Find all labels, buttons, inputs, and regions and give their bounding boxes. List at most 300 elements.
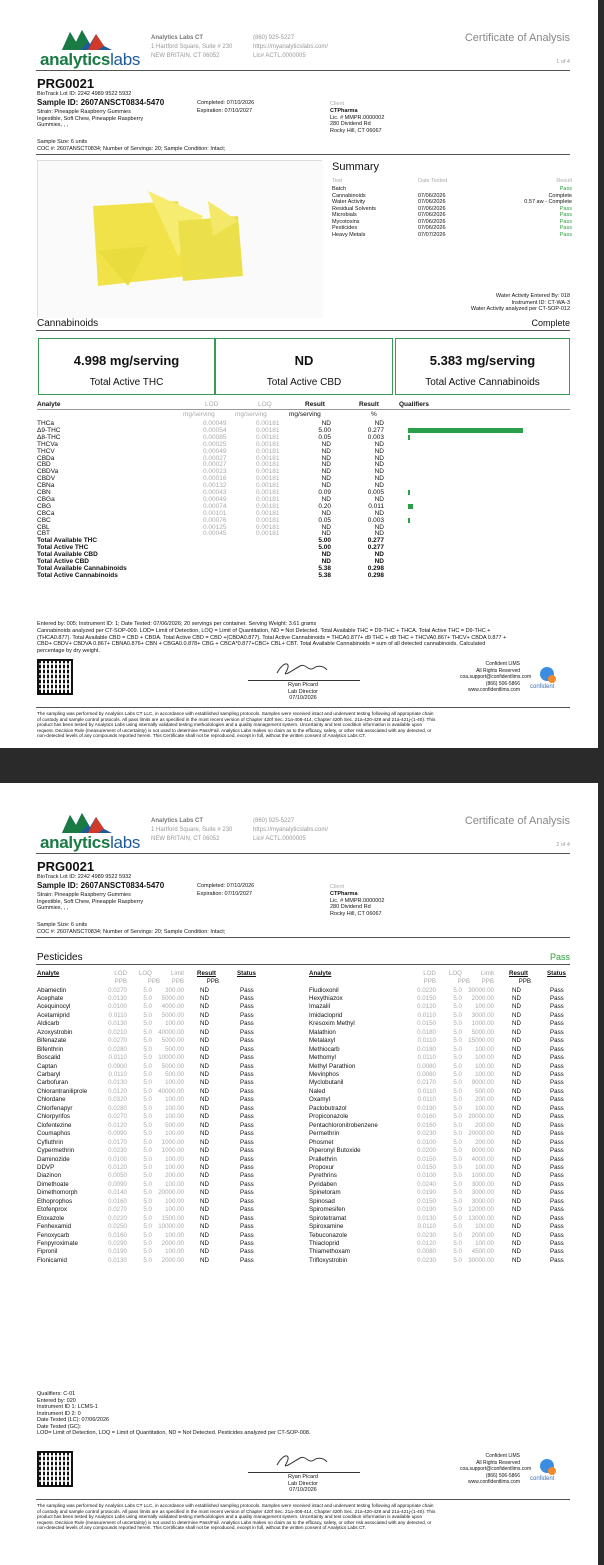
loq-value: 0.00181 <box>256 516 280 524</box>
lab-website[interactable]: https://myanalyticslabs.com/ <box>253 827 329 833</box>
pesticide-status: Pass <box>550 1197 564 1205</box>
pesticide-limit: 30000.00 <box>468 986 494 994</box>
pesticide-result: ND <box>200 1079 209 1087</box>
total-active-cbd-value: ND <box>294 353 314 368</box>
col-loq: LOQ <box>258 401 272 408</box>
pesticide-limit: 500.00 <box>475 1087 494 1095</box>
pesticide-result: ND <box>200 1147 209 1155</box>
pesticide-lod: 0.0280 <box>108 1104 127 1112</box>
pesticide-analyte: Acetamiprid <box>37 1011 70 1019</box>
logo-word-analytics: analytics <box>40 833 111 852</box>
pesticide-analyte: Pentachloronitrobenzene <box>309 1121 378 1129</box>
total-name: Total Available Cannabinoids <box>37 564 127 572</box>
loq-value: 0.00181 <box>256 523 280 531</box>
pesticide-loq: 5.0 <box>453 1180 462 1188</box>
total-active-cbd-label: Total Active CBD <box>266 377 342 388</box>
result-pct-value: 0.003 <box>367 433 384 441</box>
pesticide-limit: 100.00 <box>165 1079 184 1087</box>
pesticide-analyte: Carbaryl <box>37 1071 61 1078</box>
pesticide-result: ND <box>512 1028 521 1036</box>
pesticide-result: ND <box>512 1011 521 1019</box>
pesticide-result: ND <box>200 1028 209 1036</box>
pesticide-lod: 0.0120 <box>108 1163 127 1171</box>
pesticide-loq: 5.0 <box>143 1011 152 1019</box>
pesticide-loq: 5.0 <box>143 1062 152 1070</box>
pesticide-analyte: Propiconazole <box>309 1113 349 1121</box>
pesticide-status: Pass <box>550 1045 564 1053</box>
result-pct-value: 0.005 <box>367 489 384 496</box>
client-license: Lic. # MMPR.0000002 <box>330 114 385 121</box>
pesticide-analyte: Mevinphos <box>309 1071 339 1078</box>
pesticide-loq: 5.0 <box>453 1121 462 1129</box>
wa-method: Water Activity analyzed per CT-SOP-012 <box>470 306 570 312</box>
pesticide-lod: 0.0120 <box>108 1087 127 1095</box>
pesticide-status: Pass <box>240 1054 254 1062</box>
pesticide-result: ND <box>512 1138 521 1146</box>
result-pct-value: ND <box>374 509 384 517</box>
pesticide-lod: 0.0110 <box>417 1087 436 1095</box>
pesticide-lod: 0.0110 <box>417 1096 436 1104</box>
pesticide-analyte: Clofentezine <box>37 1121 72 1129</box>
pesticide-lod: 0.0080 <box>417 1071 436 1078</box>
pesticide-status: Pass <box>550 1248 564 1256</box>
signature-date: 07/10/2026 <box>289 1487 317 1493</box>
pesticide-loq: 5.0 <box>143 1020 152 1028</box>
pesticide-loq: 5.0 <box>143 986 152 994</box>
divider <box>36 964 570 965</box>
confident-logo <box>530 667 568 697</box>
client-name: CTPharma <box>330 108 358 114</box>
pesticide-status: Pass <box>240 1079 254 1087</box>
result-mg-value: ND <box>321 523 331 531</box>
pesticide-lod: 0.0190 <box>417 1189 436 1197</box>
unit-lod: mg/serving <box>183 411 215 418</box>
pesticide-result: ND <box>512 1104 521 1112</box>
total-name: Total Active Cannabinoids <box>37 571 118 579</box>
pesticide-note: Instrument ID 1: LCMS-1 <box>37 1404 98 1410</box>
pesticide-loq: 5.0 <box>453 1011 462 1019</box>
pesticide-limit: 5000.00 <box>471 1028 494 1036</box>
pesticide-analyte: DDVP <box>37 1163 55 1171</box>
total-name: Total Available THC <box>37 537 98 545</box>
pesticide-status: Pass <box>240 1121 254 1129</box>
sample-size: Sample Size: 6 units <box>37 139 88 145</box>
summary-test: Pesticides <box>332 225 358 231</box>
pesticide-loq: 5.0 <box>143 1003 152 1011</box>
pesticide-lod: 0.0110 <box>417 1037 436 1045</box>
pesticide-loq: 5.0 <box>143 1045 152 1053</box>
pesticide-analyte: Chlorfenapyr <box>37 1104 73 1112</box>
pesticide-note: Instrument ID 2: 0 <box>37 1410 81 1417</box>
pesticide-loq: 5.0 <box>453 1206 462 1214</box>
pesticide-result: ND <box>512 1087 521 1095</box>
pesticide-result: ND <box>200 994 209 1002</box>
summary-date: 07/06/2026 <box>418 218 446 225</box>
pesticide-loq: 5.0 <box>453 1079 462 1087</box>
pesticide-loq: 5.0 <box>453 1071 462 1078</box>
pesticide-status: Pass <box>240 1214 254 1222</box>
loq-value: 0.00181 <box>256 468 280 476</box>
total-active-thc-value: 4.998 mg/serving <box>73 353 180 368</box>
pesticide-result: ND <box>512 1197 521 1205</box>
pesticide-limit: 1000.00 <box>471 1020 494 1028</box>
pesticide-status: Pass <box>550 1231 564 1239</box>
divider <box>36 330 570 331</box>
summary-result: Pass <box>559 231 572 238</box>
pesticide-loq: 5.0 <box>143 1223 152 1231</box>
pesticide-result: ND <box>512 1130 521 1138</box>
pesticide-limit: 100.00 <box>475 1223 494 1231</box>
lab-address <box>151 817 232 844</box>
pesticide-status: Pass <box>550 1028 564 1036</box>
pesticide-analyte: Imazalil <box>309 1003 330 1011</box>
pesticide-unit: PPB <box>147 978 160 985</box>
loq-value: 0.00181 <box>256 420 280 427</box>
pesticide-limit: 200.00 <box>165 1172 184 1180</box>
summary-date: 07/06/2026 <box>418 199 446 205</box>
pesticide-loq: 5.0 <box>143 1028 152 1036</box>
total-pct-value: ND <box>374 558 384 565</box>
sample-type: Ingestible, Soft Chew, Pineapple Raspberry <box>37 115 144 122</box>
client-address2: Rocky Hill, CT 06067 <box>330 127 382 134</box>
pesticide-loq: 5.0 <box>453 1037 462 1045</box>
wa-entered-by: Water Activity Entered By: 018 <box>495 293 570 299</box>
pesticide-loq: 5.0 <box>143 1113 152 1121</box>
pesticide-analyte: Spiromesifen <box>309 1206 346 1214</box>
lab-website[interactable]: https://myanalyticslabs.com/ <box>253 44 329 50</box>
pesticide-unit: PPB <box>481 978 494 985</box>
pesticide-lod: 0.0050 <box>108 1172 127 1180</box>
pesticide-result: ND <box>200 1256 209 1264</box>
cannabinoids-title: Cannabinoids <box>37 318 99 329</box>
pesticide-result: ND <box>512 1121 521 1129</box>
pesticide-result: ND <box>200 1223 209 1231</box>
pesticide-lod: 0.0110 <box>417 1054 436 1062</box>
pesticide-analyte: Tebuconazole <box>309 1231 348 1239</box>
pesticide-status: Pass <box>550 1180 564 1188</box>
pesticide-result: ND <box>200 1121 209 1129</box>
pesticide-status: Pass <box>550 994 564 1002</box>
confident-website[interactable]: www.confidentlims.com <box>468 687 520 693</box>
cannabinoid-note-2: Cannabinoids analyzed per CT-SOP-009. LOD= Limit of Detection, LOQ = Limit of Quantitation, ND = Not Detected. Total Available THC = D9-THC + THCA. Total Active THC = D9-THC + <box>37 628 491 634</box>
confident-phone: (866) 506-5866 <box>485 1472 520 1479</box>
disclaimer <box>37 711 565 739</box>
pesticide-status: Pass <box>240 1223 254 1231</box>
pesticide-loq: 5.0 <box>453 1214 462 1222</box>
pesticide-lod: 0.0290 <box>108 1240 127 1247</box>
pesticide-lod: 0.0130 <box>417 1214 436 1222</box>
confident-brand: confident <box>530 684 555 690</box>
pesticide-status: Pass <box>240 994 254 1002</box>
pesticide-analyte: Naled <box>309 1087 326 1095</box>
cannabinoids-table <box>37 401 570 616</box>
client-address2: Rocky Hill, CT 06067 <box>330 910 382 917</box>
result-mg-value: 0.05 <box>318 433 331 441</box>
lod-value: 0.00125 <box>203 523 227 531</box>
pesticide-loq: 5.0 <box>453 1130 462 1138</box>
pesticide-loq: 5.0 <box>453 1197 462 1205</box>
lab-name: Analytics Labs CT <box>151 818 204 824</box>
confident-website[interactable]: www.confidentlims.com <box>468 1479 520 1485</box>
pesticide-analyte: Abamectin <box>37 986 67 994</box>
result-mg-value: ND <box>321 447 331 455</box>
pesticide-result: ND <box>512 1206 521 1214</box>
pesticide-loq: 5.0 <box>143 1240 152 1247</box>
pesticide-limit: 100.00 <box>165 1113 184 1121</box>
pesticide-loq: 5.0 <box>143 1121 152 1129</box>
pesticide-analyte: Dimethomorph <box>37 1189 78 1197</box>
pesticide-status: Pass <box>550 1062 564 1070</box>
analyte-name: Δ8-THC <box>37 433 61 441</box>
client-label: Client <box>330 884 345 890</box>
pesticide-notes <box>37 1391 310 1437</box>
analyte-name: CBC <box>37 516 51 524</box>
pesticide-analyte: Etoxazole <box>37 1214 65 1222</box>
pesticide-status: Pass <box>550 1172 564 1180</box>
pesticide-loq: 5.0 <box>453 1028 462 1036</box>
qr-code[interactable] <box>37 1451 73 1487</box>
pesticide-analyte: Boscalid <box>37 1054 61 1062</box>
loq-value: 0.00181 <box>256 447 280 455</box>
pesticide-lod: 0.0250 <box>108 1223 127 1231</box>
pesticide-loq: 5.0 <box>453 1045 462 1053</box>
pesticide-loq: 5.0 <box>453 994 462 1002</box>
pesticide-header: Analyte <box>309 970 332 977</box>
pesticide-limit: 5000.00 <box>161 1011 184 1019</box>
summary-date: 07/06/2026 <box>418 192 446 199</box>
divider <box>36 707 570 708</box>
result-mg-value: ND <box>321 482 331 490</box>
pesticide-status: Pass <box>240 1113 254 1121</box>
confident-l1: Confident LIMS <box>485 1453 520 1459</box>
disclaimer-line: non-detected levels of any compounds reported herein. This Certificate shall not be reproduced, except in full, without the written consent of Analytics Labs CT. <box>37 1525 367 1531</box>
total-mg-value: 5.38 <box>318 564 331 572</box>
pesticide-result: ND <box>200 1130 209 1138</box>
pesticide-status: Pass <box>240 1037 254 1045</box>
analyte-name: THCVa <box>37 440 58 448</box>
pesticide-loq: 5.0 <box>453 1020 462 1028</box>
lab-address-line2: NEW BRITAIN, CT 06052 <box>151 53 220 59</box>
pesticide-analyte: Malathion <box>309 1028 336 1036</box>
result-pct-value: ND <box>374 530 384 538</box>
pesticide-header: LOD <box>114 970 127 977</box>
pesticide-analyte: Daminozide <box>37 1155 70 1163</box>
pesticide-analyte: Fludioxonil <box>309 986 339 994</box>
wa-instrument: Instrument ID: CT-WA-3 <box>511 299 570 306</box>
pesticide-analyte: Chlorpyrifos <box>37 1113 71 1121</box>
pesticides-table-left <box>37 970 301 1268</box>
page-number: 2 of 4 <box>556 842 570 848</box>
pesticide-lod: 0.0110 <box>417 1011 436 1019</box>
pesticide-limit: 300.00 <box>165 986 184 994</box>
result-bar <box>408 504 413 509</box>
pesticide-loq: 5.0 <box>453 986 462 994</box>
pesticides-status: Pass <box>549 952 570 962</box>
pesticide-limit: 5000.00 <box>161 1062 184 1070</box>
pesticide-limit: 200.00 <box>475 1138 494 1146</box>
summary-header <box>332 178 572 185</box>
pesticide-lod: 0.0230 <box>108 1147 127 1155</box>
pesticide-loq: 5.0 <box>453 1003 462 1011</box>
summary-test: Cannabinoids <box>332 192 366 199</box>
total-name: Total Active CBD <box>37 558 90 565</box>
confident-l2: All Rights Reserved <box>476 667 520 674</box>
pesticide-lod: 0.0120 <box>108 1121 127 1129</box>
pesticide-limit: 100.00 <box>165 1248 184 1256</box>
pesticide-analyte: Acephate <box>37 994 64 1002</box>
loq-value: 0.00181 <box>256 426 280 434</box>
pesticide-status: Pass <box>240 1197 254 1205</box>
lab-address-line2: NEW BRITAIN, CT 06052 <box>151 836 220 842</box>
pesticide-result: ND <box>512 1180 521 1188</box>
summary-result: Pass <box>559 225 572 231</box>
pesticide-limit: 100.00 <box>475 1045 494 1053</box>
pesticide-lod: 0.0110 <box>108 1011 127 1019</box>
result-mg-value: ND <box>321 530 331 538</box>
loq-value: 0.00181 <box>256 530 280 538</box>
pesticide-status: Pass <box>550 1011 564 1019</box>
confident-l2: All Rights Reserved <box>476 1459 520 1466</box>
pesticide-analyte: Permethrin <box>309 1130 340 1138</box>
cannabinoids-status: Complete <box>531 318 570 328</box>
col-result-pct: Result <box>359 401 379 408</box>
qr-code[interactable] <box>37 659 73 695</box>
pesticide-result: ND <box>200 1214 209 1222</box>
signatory <box>288 1474 318 1494</box>
total-pct-value: 0.298 <box>367 564 384 572</box>
pesticide-analyte: Carbofuran <box>37 1079 68 1087</box>
pesticide-header: Limit <box>170 970 184 977</box>
summary-date: 07/06/2026 <box>418 225 446 231</box>
result-pct-value: ND <box>374 440 384 448</box>
analyte-name: CBDa <box>37 454 55 462</box>
product-code: PRG0021 <box>37 859 95 874</box>
pesticide-loq: 5.0 <box>143 1138 152 1146</box>
pesticide-result: ND <box>200 1054 209 1062</box>
pesticide-limit: 2000.00 <box>161 1240 184 1247</box>
pesticide-lod: 0.0100 <box>108 1003 127 1011</box>
confident-email[interactable]: coa.support@confidentlims.com <box>460 1466 532 1472</box>
pesticide-analyte: Cypermethrin <box>37 1147 75 1155</box>
pesticide-status: Pass <box>240 1180 254 1188</box>
disclaimer-line: non-detected levels of any compounds reported herein. This Certificate shall not be reproduced, except in full, without the written consent of Analytics Labs CT. <box>37 733 367 739</box>
pesticide-result: ND <box>512 1256 521 1264</box>
pesticide-status: Pass <box>550 1155 564 1163</box>
pesticide-status: Pass <box>240 1231 254 1239</box>
result-pct-value: ND <box>374 523 384 531</box>
pesticide-result: ND <box>200 986 209 994</box>
pesticide-result: ND <box>200 1206 209 1214</box>
pesticide-analyte: Acequinocyl <box>37 1003 71 1011</box>
pesticide-analyte: Flonicamid <box>37 1256 67 1264</box>
pesticide-loq: 5.0 <box>453 1062 462 1070</box>
pesticide-result: ND <box>200 1240 209 1247</box>
pesticide-lod: 0.0190 <box>417 1104 436 1112</box>
pesticide-lod: 0.0110 <box>108 1054 127 1062</box>
pesticide-limit: 15000.00 <box>468 1037 494 1045</box>
unit-loq: mg/serving <box>235 411 267 418</box>
lod-value: 0.00049 <box>203 447 227 455</box>
disclaimer-line: request. Decision Rule (measurement of uncertainty) is not used to determine Pass/Fail. Analytics Labs makes no claim as to the efficacy, safety, or other risk associated with any detected, or <box>37 1519 432 1525</box>
pesticide-analyte: Propoxur <box>309 1163 335 1171</box>
pesticide-unit: PPB <box>171 978 184 985</box>
cannabinoid-note-1: Entered by: 005; Instrument ID: 1; Date Tested: 07/06/2026; 20 servings per container. Serving Weight: 3.61 grams <box>37 621 317 627</box>
pesticide-status: Pass <box>240 1130 254 1138</box>
pesticide-analyte: Methiocarb <box>309 1045 340 1053</box>
disclaimer-line: product has been tested by Analytics Labs using internally validated testing methodologies and a quality management system. Uncertainty and test condition information is available upon <box>37 722 423 728</box>
pesticide-loq: 5.0 <box>143 1054 152 1062</box>
pesticide-status: Pass <box>240 1138 254 1146</box>
summary-col-date: Date Tested <box>418 178 448 184</box>
pesticide-limit: 100.00 <box>165 1020 184 1028</box>
pesticide-status: Pass <box>550 1206 564 1214</box>
sample-id: Sample ID: 2607ANSCT0834-5470 <box>37 881 165 890</box>
pesticide-loq: 5.0 <box>453 1163 462 1171</box>
product-photo <box>37 160 322 317</box>
divider <box>36 937 570 938</box>
pesticide-status: Pass <box>240 1096 254 1104</box>
pesticide-header: Result <box>197 970 216 977</box>
pesticide-status: Pass <box>550 1037 564 1045</box>
pesticide-loq: 5.0 <box>143 1096 152 1104</box>
pesticide-result: ND <box>200 1045 209 1053</box>
pesticide-result: ND <box>200 1071 209 1078</box>
pesticide-status: Pass <box>240 1206 254 1214</box>
pesticide-lod: 0.0220 <box>417 986 436 994</box>
pesticide-header: LOQ <box>138 970 152 977</box>
pesticide-unit: PPB <box>457 978 470 985</box>
divider <box>36 1499 570 1500</box>
analyte-name: THCV <box>37 447 55 455</box>
confident-logo <box>530 1459 568 1489</box>
pesticide-limit: 100.00 <box>475 1071 494 1078</box>
signatory-name: Ryan Picard <box>288 1474 318 1480</box>
pesticide-result: ND <box>200 1113 209 1121</box>
summary-title: Summary <box>332 161 380 173</box>
pesticide-limit: 100.00 <box>475 1062 494 1070</box>
pesticide-result: ND <box>512 1214 521 1222</box>
pesticide-analyte: Chlordane <box>37 1096 66 1104</box>
pesticide-result: ND <box>200 1003 209 1011</box>
loq-value: 0.00181 <box>256 509 280 517</box>
pesticide-limit: 100.00 <box>165 1197 184 1205</box>
unit-result-mg: mg/serving <box>289 411 321 418</box>
pesticide-status: Pass <box>240 1003 254 1011</box>
unit-result-pct: % <box>371 411 377 418</box>
lod-value: 0.00045 <box>203 530 227 538</box>
lod-value: 0.00043 <box>203 489 227 496</box>
signatory-role: Lab Director <box>288 1480 318 1487</box>
pesticide-loq: 5.0 <box>453 1138 462 1146</box>
pesticide-loq: 5.0 <box>453 1155 462 1163</box>
result-mg-value: 0.09 <box>318 489 331 496</box>
signature-line <box>248 1472 360 1473</box>
pesticide-result: ND <box>512 1189 521 1197</box>
confident-brand: confident <box>530 1476 555 1482</box>
pesticide-lod: 0.0090 <box>108 1130 127 1138</box>
confident-phone: (866) 506-5866 <box>485 680 520 687</box>
lab-license: Lic# ACTL.0000005 <box>253 836 306 842</box>
pesticide-lod: 0.0160 <box>108 1231 127 1239</box>
pesticide-loq: 5.0 <box>143 1087 152 1095</box>
pesticide-lod: 0.0170 <box>108 1138 127 1146</box>
client-address1: 280 Dividend Rd <box>330 121 371 127</box>
pesticide-lod: 0.0270 <box>108 1113 127 1121</box>
pesticide-limit: 2000.00 <box>471 1231 494 1239</box>
disclaimer <box>37 1503 565 1531</box>
confident-email[interactable]: coa.support@confidentlims.com <box>460 674 532 680</box>
pesticide-limit: 3000.00 <box>471 1180 494 1188</box>
